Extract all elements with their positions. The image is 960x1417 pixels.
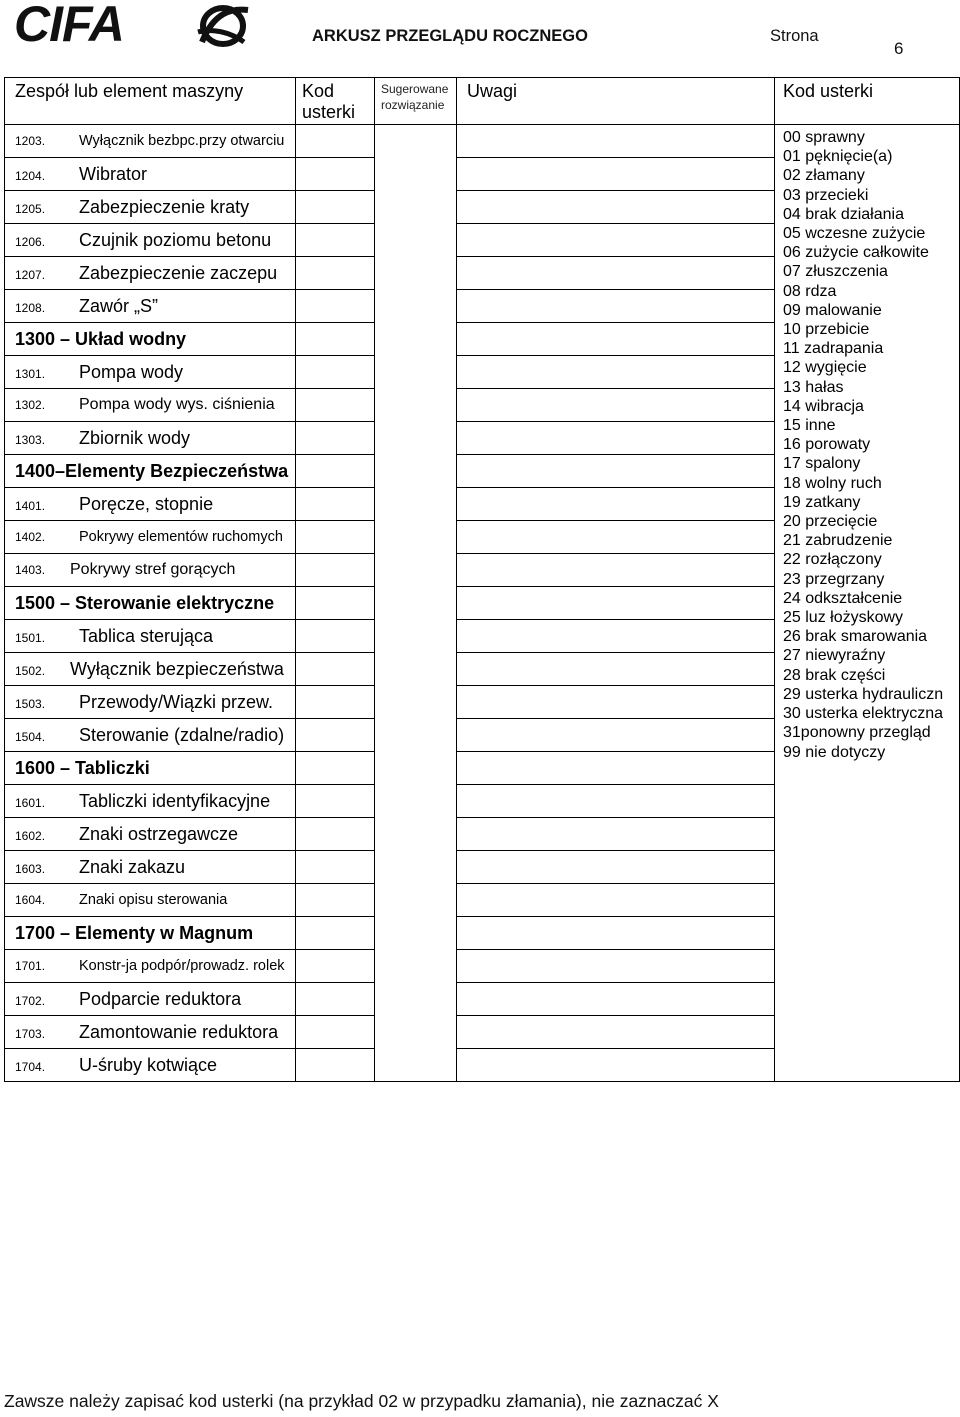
element-cell: [5, 686, 296, 719]
kod-usterki-cell[interactable]: [296, 455, 375, 488]
kod-usterki-cell[interactable]: [296, 323, 375, 356]
element-cell: [5, 389, 296, 422]
element-name: Znaki ostrzegawcze: [79, 823, 239, 844]
group-title: 1400–Elementy Bezpieczeństwa: [15, 460, 289, 481]
element-code: 1301.: [15, 366, 46, 381]
element-name: Wyłącznik bezbpc.przy otwarciu: [79, 133, 285, 149]
element-name: Poręcze, stopnie: [79, 493, 214, 514]
footer-note: Zawsze należy zapisać kod usterki (na przykład 02 w przypadku złamania), nie zaznaczać X: [4, 1391, 719, 1411]
uwagi-cell[interactable]: [457, 323, 775, 356]
legend-item: 23 przegrzany: [783, 570, 885, 588]
uwagi-cell[interactable]: [457, 1049, 775, 1082]
element-code: 1402.: [15, 530, 46, 544]
legend-item: 18 wolny ruch: [783, 474, 882, 492]
kod-usterki-cell[interactable]: [296, 191, 375, 224]
group-title: 1500 – Sterowanie elektryczne: [15, 592, 275, 613]
legend-item: 12 wygięcie: [783, 359, 867, 377]
legend-item: 29 usterka hydrauliczn: [783, 685, 944, 703]
uwagi-cell[interactable]: [457, 785, 775, 818]
legend-item: 11 zadrapania: [783, 340, 884, 358]
column-header-legend: Kod usterki: [775, 78, 960, 125]
element-cell: [5, 851, 296, 884]
element-code: 1603.: [15, 861, 46, 876]
kod-usterki-cell[interactable]: [296, 389, 375, 422]
uwagi-cell[interactable]: [457, 884, 775, 917]
element-name: Znaki opisu sterowania: [79, 892, 228, 908]
legend-item: 03 przecieki: [783, 186, 869, 204]
uwagi-cell[interactable]: [457, 587, 775, 620]
element-name: Zbiornik wody: [79, 427, 191, 448]
element-name: Konstr-ja podpór/prowadz. rolek: [79, 958, 285, 974]
uwagi-cell[interactable]: [457, 620, 775, 653]
kod-usterki-cell[interactable]: [296, 752, 375, 785]
element-code: 1205.: [15, 201, 46, 216]
element-cell: [5, 785, 296, 818]
legend-item: 31ponowny przegląd: [783, 724, 931, 742]
legend-item: 22 rozłączony: [783, 551, 882, 569]
element-cell: [5, 455, 296, 488]
kod-usterki-cell[interactable]: [296, 257, 375, 290]
element-code: 1701.: [15, 959, 46, 973]
element-cell: [5, 983, 296, 1016]
element-code: 1403.: [15, 563, 46, 577]
element-cell: [5, 719, 296, 752]
group-title: 1300 – Układ wodny: [15, 328, 187, 349]
uwagi-cell[interactable]: [457, 653, 775, 686]
element-name: Sterowanie (zdalne/radio): [79, 724, 285, 745]
element-code: 1502.: [15, 663, 46, 678]
logo-wordmark: CIFA: [14, 0, 124, 52]
element-name: Tabliczki identyfikacyjne: [79, 790, 271, 811]
element-cell: [5, 1016, 296, 1049]
logo-emblem-icon: [194, 2, 252, 50]
kod-usterki-cell[interactable]: [296, 158, 375, 191]
element-name: Przewody/Wiązki przew.: [79, 691, 274, 712]
uwagi-cell[interactable]: [457, 554, 775, 587]
annual-review-table: [4, 77, 960, 1082]
kod-usterki-cell[interactable]: [296, 356, 375, 389]
legend-item: 01 pęknięcie(a): [783, 148, 893, 166]
kod-usterki-cell[interactable]: [296, 521, 375, 554]
element-cell: [5, 224, 296, 257]
kod-usterki-cell[interactable]: [296, 290, 375, 323]
element-name: Zamontowanie reduktora: [79, 1021, 279, 1042]
kod-usterki-cell[interactable]: [296, 719, 375, 752]
kod-usterki-cell[interactable]: [296, 1049, 375, 1082]
element-code: 1702.: [15, 993, 46, 1008]
table-header-row: [5, 78, 960, 125]
element-code: 1204.: [15, 168, 46, 183]
uwagi-cell[interactable]: [457, 422, 775, 455]
uwagi-cell[interactable]: [457, 290, 775, 323]
element-cell: [5, 554, 296, 587]
uwagi-cell[interactable]: [457, 917, 775, 950]
element-name: Pompa wody: [79, 361, 184, 382]
uwagi-cell[interactable]: [457, 224, 775, 257]
element-code: 1302.: [15, 398, 46, 412]
element-code: 1704.: [15, 1059, 46, 1074]
kod-usterki-cell[interactable]: [296, 851, 375, 884]
element-code: 1207.: [15, 267, 46, 282]
page-label: Strona: [770, 27, 819, 45]
element-cell: [5, 620, 296, 653]
element-name: Zabezpieczenie zaczepu: [79, 262, 278, 283]
element-code: 1206.: [15, 234, 46, 249]
uwagi-cell[interactable]: [457, 488, 775, 521]
column-header-sugerowane: Sugerowane rozwiązanie: [375, 78, 457, 125]
element-cell: [5, 653, 296, 686]
uwagi-cell[interactable]: [457, 455, 775, 488]
legend-item: 25 luz łożyskowy: [783, 609, 904, 627]
element-cell: [5, 488, 296, 521]
uwagi-cell[interactable]: [457, 752, 775, 785]
element-cell: [5, 950, 296, 983]
element-name: Pokrywy stref gorących: [70, 561, 236, 578]
page-header: [0, 0, 960, 80]
kod-usterki-cell[interactable]: [296, 224, 375, 257]
uwagi-cell[interactable]: [457, 983, 775, 1016]
kod-usterki-cell[interactable]: [296, 1016, 375, 1049]
legend-item: 10 przebicie: [783, 321, 870, 339]
uwagi-cell[interactable]: [457, 521, 775, 554]
kod-usterki-cell[interactable]: [296, 422, 375, 455]
element-code: 1703.: [15, 1026, 46, 1041]
table-row: [5, 125, 960, 158]
legend-item: 09 malowanie: [783, 301, 882, 319]
uwagi-cell[interactable]: [457, 257, 775, 290]
uwagi-cell[interactable]: [457, 686, 775, 719]
kod-usterki-cell[interactable]: [296, 488, 375, 521]
legend-item: 30 usterka elektryczna: [783, 705, 944, 723]
legend-item: 02 złamany: [783, 167, 865, 185]
kod-usterki-cell[interactable]: [296, 983, 375, 1016]
legend-item: 24 odkształcenie: [783, 589, 903, 607]
element-code: 1203.: [15, 134, 46, 148]
column-header-element: Zespół lub element maszyny: [5, 78, 296, 125]
legend-item: 19 zatkany: [783, 493, 861, 511]
element-code: 1401.: [15, 498, 46, 513]
uwagi-cell[interactable]: [457, 818, 775, 851]
element-name: Wibrator: [79, 163, 148, 184]
legend-item: 99 nie dotyczy: [783, 743, 886, 761]
legend-item: 06 zużycie całkowite: [783, 244, 929, 262]
document-title: ARKUSZ PRZEGLĄDU ROCZNEGO: [312, 27, 588, 45]
element-code: 1208.: [15, 300, 46, 315]
kod-usterki-cell[interactable]: [296, 587, 375, 620]
element-cell: [5, 158, 296, 191]
page-number: 6: [894, 39, 904, 58]
element-cell: [5, 356, 296, 389]
legend-item: 21 zabrudzenie: [783, 532, 893, 550]
legend-item: 05 wczesne zużycie: [783, 225, 926, 243]
element-code: 1601.: [15, 795, 46, 810]
legend-item: 07 złuszczenia: [783, 263, 888, 281]
defect-code-legend: [775, 125, 960, 1082]
uwagi-cell[interactable]: [457, 191, 775, 224]
element-cell: [5, 1049, 296, 1082]
element-code: 1501.: [15, 630, 46, 645]
column-header-uwagi: Uwagi: [457, 78, 775, 125]
element-name: Zabezpieczenie kraty: [79, 196, 250, 217]
element-cell: [5, 323, 296, 356]
element-cell: [5, 191, 296, 224]
element-code: 1303.: [15, 432, 46, 447]
uwagi-cell[interactable]: [457, 719, 775, 752]
element-code: 1604.: [15, 893, 46, 907]
uwagi-cell[interactable]: [457, 125, 775, 158]
kod-usterki-cell[interactable]: [296, 686, 375, 719]
legend-item: 14 wibracja: [783, 397, 864, 415]
element-cell: [5, 917, 296, 950]
element-cell: [5, 257, 296, 290]
kod-usterki-cell[interactable]: [296, 620, 375, 653]
element-name: Pompa wody wys. ciśnienia: [79, 396, 275, 413]
element-code: 1503.: [15, 696, 46, 711]
uwagi-cell[interactable]: [457, 356, 775, 389]
element-name: Czujnik poziomu betonu: [79, 229, 272, 250]
uwagi-cell[interactable]: [457, 1016, 775, 1049]
legend-item: 16 porowaty: [783, 436, 871, 454]
element-name: Wyłącznik bezpieczeństwa: [70, 658, 284, 679]
legend-item: 13 hałas: [783, 378, 844, 396]
kod-usterki-cell[interactable]: [296, 785, 375, 818]
table-body: [5, 125, 960, 1082]
group-title: 1600 – Tabliczki: [15, 757, 150, 778]
kod-usterki-cell[interactable]: [296, 554, 375, 587]
element-name: Podparcie reduktora: [79, 988, 242, 1009]
legend-item: 20 przecięcie: [783, 513, 878, 531]
element-cell: [5, 125, 296, 158]
element-cell: [5, 884, 296, 917]
element-name: Tablica sterująca: [79, 625, 214, 646]
kod-usterki-cell[interactable]: [296, 917, 375, 950]
legend-item: 04 brak działania: [783, 205, 904, 223]
kod-usterki-cell[interactable]: [296, 653, 375, 686]
element-code: 1504.: [15, 729, 46, 744]
uwagi-cell[interactable]: [457, 950, 775, 983]
element-cell: [5, 422, 296, 455]
element-cell: [5, 290, 296, 323]
legend-item: 15 inne: [783, 417, 836, 435]
sugerowane-cell[interactable]: [375, 125, 457, 1082]
legend-item: 17 spalony: [783, 455, 861, 473]
legend-item: 26 brak smarowania: [783, 628, 928, 646]
legend-item: 28 brak części: [783, 666, 886, 684]
kod-usterki-cell[interactable]: [296, 884, 375, 917]
cifa-logo: [14, 2, 254, 50]
element-cell: [5, 818, 296, 851]
element-name: U-śruby kotwiące: [79, 1054, 218, 1075]
element-cell: [5, 587, 296, 620]
uwagi-cell[interactable]: [457, 851, 775, 884]
uwagi-cell[interactable]: [457, 158, 775, 191]
element-name: Znaki zakazu: [79, 856, 186, 877]
kod-usterki-cell[interactable]: [296, 125, 375, 158]
element-code: 1602.: [15, 828, 46, 843]
column-header-kod: Kod usterki: [296, 78, 375, 125]
legend-item: 00 sprawny: [783, 129, 865, 146]
group-title: 1700 – Elementy w Magnum: [15, 922, 254, 943]
legend-item: 08 rdza: [783, 282, 837, 300]
kod-usterki-cell[interactable]: [296, 950, 375, 983]
element-cell: [5, 521, 296, 554]
kod-usterki-cell[interactable]: [296, 818, 375, 851]
element-cell: [5, 752, 296, 785]
uwagi-cell[interactable]: [457, 389, 775, 422]
element-name: Pokrywy elementów ruchomych: [79, 529, 283, 545]
element-name: Zawór „S”: [79, 295, 159, 316]
legend-item: 27 niewyraźny: [783, 647, 886, 665]
